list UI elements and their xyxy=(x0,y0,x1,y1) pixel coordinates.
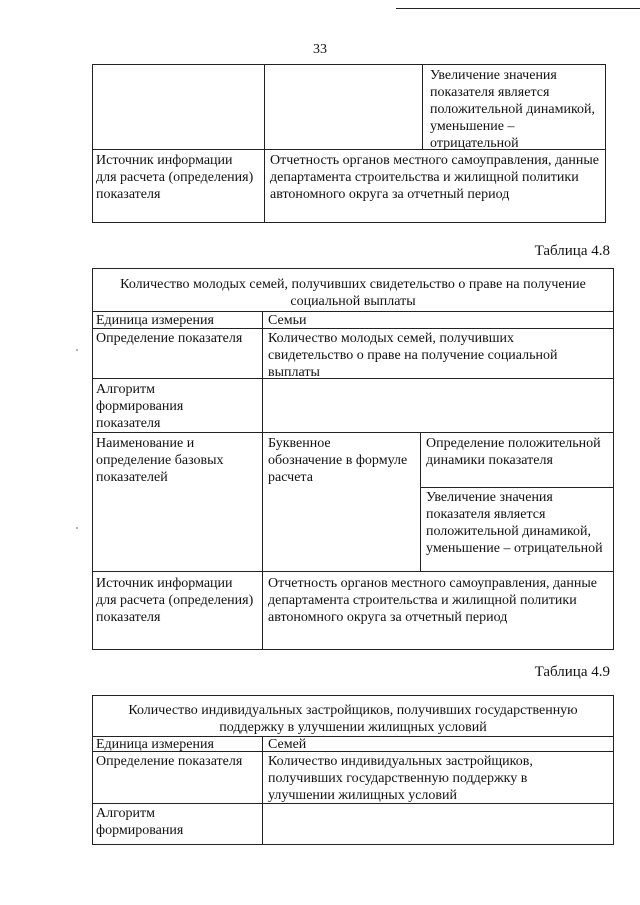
t48-algorithm-label: Алгоритм формирования показателя xyxy=(96,382,184,431)
t48-letter-label: Буквенное обозначение в формуле расчета xyxy=(268,436,408,485)
t49-unit-value: Семей xyxy=(268,737,307,752)
t48-definition-label: Определение показателя xyxy=(96,331,243,346)
scan-speck xyxy=(76,527,78,529)
t48-unit-value: Семьи xyxy=(268,313,307,328)
t48-unit-label: Единица измерения xyxy=(96,313,214,328)
t49-algorithm-label: Алгоритм формирования xyxy=(96,806,184,838)
cont-source-value: Отчетность органов местного самоуправления, данные департамента строительства и жилищной политики автономного округа за отчетный период xyxy=(270,153,599,202)
t48-positive-label: Определение положительной динамики показателя xyxy=(426,436,601,468)
header-rule xyxy=(396,8,640,9)
t49-definition-label: Определение показателя xyxy=(96,754,243,769)
page-number: 33 xyxy=(313,42,327,57)
t49-unit-label: Единица измерения xyxy=(96,737,214,752)
t48-definition-value: Количество молодых семей, получивших свидетельство о праве на получение социальной выплаты xyxy=(268,331,558,380)
table-4-9-caption: Таблица 4.9 xyxy=(534,664,610,680)
t49-definition-value: Количество индивидуальных застройщиков, получивших государственную поддержку в улучшении жилищных условий xyxy=(268,754,533,803)
cont-positive-dynamics: Увеличение значения показателя является положительной динамикой, уменьшение – отрицательной xyxy=(430,68,596,151)
t48-source-label: Источник информации для расчета (определения) показателя xyxy=(96,576,254,625)
table-4-8-caption: Таблица 4.8 xyxy=(534,243,610,259)
t48-base-label: Наименование и определение базовых показателей xyxy=(96,436,224,485)
scan-speck xyxy=(76,349,78,351)
cont-source-label: Источник информации для расчета (определения) показателя xyxy=(96,153,254,202)
table-4-8-title: Количество молодых семей, получивших свидетельство о праве на получение социальной выплаты xyxy=(120,277,586,309)
t48-source-value: Отчетность органов местного самоуправления, данные департамента строительства и жилищной политики автономного округа за отчетный период xyxy=(268,576,597,625)
table-4-9-title: Количество индивидуальных застройщиков, получивших государственную поддержку в улучшении жилищных условий xyxy=(128,703,578,735)
t48-positive-value: Увеличение значения показателя является положительной динамикой, уменьшение – отрицательной xyxy=(426,490,603,556)
